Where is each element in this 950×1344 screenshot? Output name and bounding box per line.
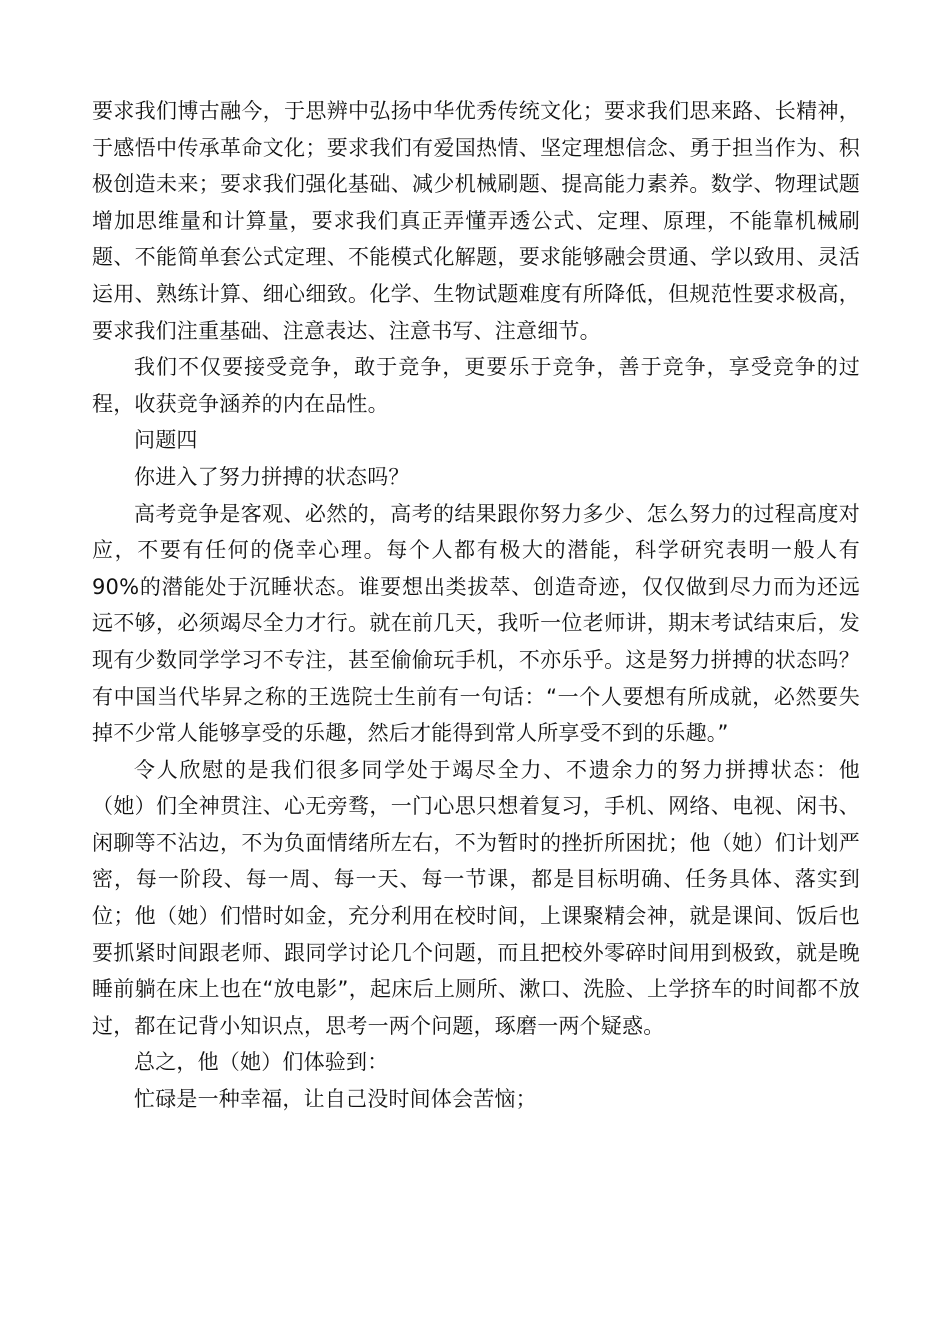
section-question: 你进入了努力拼搏的状态吗？ <box>134 464 410 489</box>
paragraph-busy: 忙碌是一种幸福，让自己没时间体会苦恼； <box>134 1087 537 1112</box>
paragraph-requirements: 要求我们博古融今，于思辨中弘扬中华优秀传统文化；要求我们思来路、长精神，于感悟中传承革命文化；要求我们有爱国热情、坚定理想信念、勇于担当作为、积极创造未来；要求我们强化基础、减少机械刷题、提高能力素养。数学、物理试题增加思维量和计算量，要求我们真正弄懂弄透公式、定理、原理，不能靠机械刷题、不能简单套公式定理、不能模式化解题，要求能够融会贯通、学以致用、灵活运用、熟练计算、细心细致。化学、生物试题难度有所降低，但规范性要求极高，要求我们注重基础、注意表达、注意书写、注意细节。 <box>92 99 860 343</box>
paragraph-competition: 我们不仅要接受竞争，敢于竞争，更要乐于竞争，善于竞争，享受竞争的过程，收获竞争涵养的内在品性。 <box>92 355 860 416</box>
section-heading: 问题四 <box>134 428 198 453</box>
paragraph-summary: 总之，他（她）们体验到： <box>134 1050 389 1075</box>
paragraph-effort: 高考竞争是客观、必然的，高考的结果跟你努力多少、怎么努力的过程高度对应，不要有任何的侥幸心理。每个人都有极大的潜能，科学研究表明一般人有90%的潜能处于沉睡状态。谁要想出类拔萃、创造奇迹，仅仅做到尽力而为还远远不够，必须竭尽全力才行。就在前几天，我听一位老师讲，期末考试结束后，发现有少数同学学习不专注，甚至偷偷玩手机，不亦乐乎。这是努力拼搏的状态吗？有中国当代毕昇之称的王选院士生前有一句话：“一个人要想有所成就，必然要失掉不少常人能够享受的乐趣，然后才能得到常人所享受不到的乐趣。” <box>92 501 860 746</box>
paragraph-students: 令人欣慰的是我们很多同学处于竭尽全力、不遗余力的努力拼搏状态：他（她）们全神贯注、心无旁骛，一门心思只想着复习，手机、网络、电视、闲书、闲聊等不沾边，不为负面情绪所左右，不为暂时的挫折所困扰；他（她）们计划严密，每一阶段、每一周、每一天、每一节课，都是目标明确、任务具体、落实到位；他（她）们惜时如金，充分利用在校时间，上课聚精会神，就是课间、饭后也要抓紧时间跟老师、跟同学讨论几个问题，而且把校外零碎时间用到极致，就是晚睡前躺在床上也在“放电影”，起床后上厕所、漱口、洗脸、上学挤车的时间都不放过，都在记背小知识点，思考一两个问题，琢磨一两个疑惑。 <box>92 757 860 1038</box>
document-body <box>92 93 860 1118</box>
